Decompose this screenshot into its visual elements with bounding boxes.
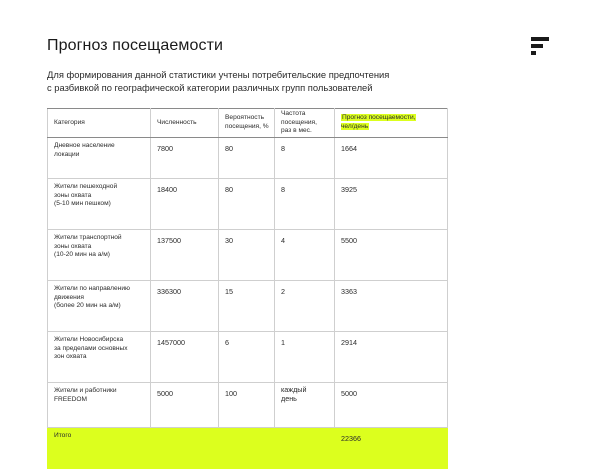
table-row <box>48 332 448 383</box>
cell-category: Жители Новосибирска за пределами основных зон охвата <box>48 332 151 383</box>
subtitle-line-1: Для формирования данной статистики учтены потребительские предпочтения <box>47 69 390 80</box>
table-row <box>48 281 448 332</box>
cell-population: 1457000 <box>151 332 219 383</box>
total-forecast: 22366 <box>335 428 448 469</box>
cell-category: Дневное население локации <box>48 138 151 179</box>
column-header-population: Численность <box>151 109 219 138</box>
cell-forecast: 2914 <box>335 332 448 383</box>
table-row <box>48 383 448 428</box>
cell-population: 7800 <box>151 138 219 179</box>
table-row <box>48 230 448 281</box>
forecast-header-highlight: Прогноз посещаемости, чел/день <box>341 114 416 130</box>
cell-forecast: 3363 <box>335 281 448 332</box>
cell-frequency: 4 <box>275 230 335 281</box>
cell-category: Жители и работники FREEDOM <box>48 383 151 428</box>
total-row <box>48 428 448 469</box>
subtitle-line-2: с разбивкой по географической категории различных групп пользователей <box>47 81 373 93</box>
cell-population: 137500 <box>151 230 219 281</box>
page-subtitle <box>47 69 467 94</box>
page-title: Прогноз посещаемости <box>47 37 224 54</box>
cell-forecast: 5000 <box>335 383 448 428</box>
cell-frequency: каждый день <box>275 383 335 428</box>
forecast-table <box>47 108 448 469</box>
cell-category: Жители транспортной зоны охвата (10-20 мин на а/м) <box>48 230 151 281</box>
column-header-forecast <box>335 109 448 138</box>
brand-f-icon <box>531 37 549 55</box>
table-row <box>48 179 448 230</box>
cell-population: 5000 <box>151 383 219 428</box>
column-header-probability: Вероятность посещения, % <box>219 109 275 138</box>
total-empty-cell <box>219 428 275 469</box>
cell-category: Жители пешеходной зоны охвата (5-10 мин пешком) <box>48 179 151 230</box>
cell-probability: 80 <box>219 138 275 179</box>
table-header-row <box>48 109 448 138</box>
column-header-frequency: Частота посещения, раз в мес. <box>275 109 335 138</box>
cell-probability: 30 <box>219 230 275 281</box>
cell-frequency: 8 <box>275 179 335 230</box>
cell-forecast: 5500 <box>335 230 448 281</box>
total-empty-cell <box>151 428 219 469</box>
cell-probability: 6 <box>219 332 275 383</box>
cell-forecast: 3925 <box>335 179 448 230</box>
table-row <box>48 138 448 179</box>
cell-category: Жители по направлению движения (более 20 мин на а/м) <box>48 281 151 332</box>
cell-frequency: 8 <box>275 138 335 179</box>
cell-population: 18400 <box>151 179 219 230</box>
cell-forecast: 1664 <box>335 138 448 179</box>
total-empty-cell <box>275 428 335 469</box>
cell-frequency: 1 <box>275 332 335 383</box>
cell-probability: 100 <box>219 383 275 428</box>
column-header-category: Категория <box>48 109 151 138</box>
total-label: Итого <box>48 428 151 469</box>
cell-probability: 15 <box>219 281 275 332</box>
cell-population: 336300 <box>151 281 219 332</box>
cell-frequency: 2 <box>275 281 335 332</box>
cell-probability: 80 <box>219 179 275 230</box>
